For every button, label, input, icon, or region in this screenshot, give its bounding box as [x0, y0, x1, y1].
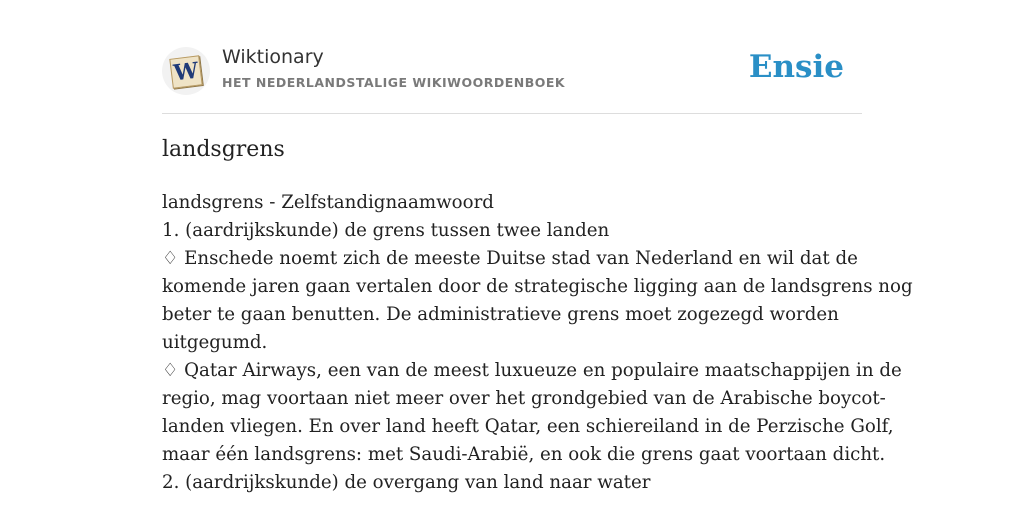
entry-line: 1. (aardrijkskunde) de grens tussen twee landen	[162, 220, 610, 241]
entry-line: komende jaren gaan vertalen door de strategische ligging aan de landsgrens nog	[162, 276, 913, 297]
entry-line: uitgegumd.	[162, 332, 268, 353]
entry-title: landsgrens	[162, 137, 285, 162]
site-title[interactable]: Wiktionary	[222, 46, 324, 68]
entry-line: landsgrens - Zelfstandignaamwoord	[162, 192, 494, 213]
entry-line: maar één landsgrens: met Saudi-Arabië, en ook die grens gaat voortaan dicht.	[162, 444, 886, 465]
ensie-brand-logo[interactable]: Ensie	[748, 49, 844, 85]
entry-content	[162, 189, 913, 497]
site-header	[162, 44, 862, 114]
logo-tile: W	[169, 55, 202, 88]
entry-line: ♢ Enschede noemt zich de meeste Duitse stad van Nederland en wil dat de	[162, 248, 858, 269]
site-subtitle: HET NEDERLANDSTALIGE WIKIWOORDENBOEK	[222, 75, 566, 90]
entry-line: regio, mag voortaan niet meer over het grondgebied van de Arabische boycot-	[162, 388, 886, 409]
wiktionary-logo-icon[interactable]	[162, 47, 210, 95]
entry-line: beter te gaan benutten. De administratieve grens moet zogezegd worden	[162, 304, 839, 325]
entry-line: ♢ Qatar Airways, een van de meest luxueuze en populaire maatschappijen in de	[162, 360, 902, 381]
entry-line: 2. (aardrijkskunde) de overgang van land naar water	[162, 472, 651, 493]
entry-line: landen vliegen. En over land heeft Qatar, een schiereiland in de Perzische Golf,	[162, 416, 894, 437]
